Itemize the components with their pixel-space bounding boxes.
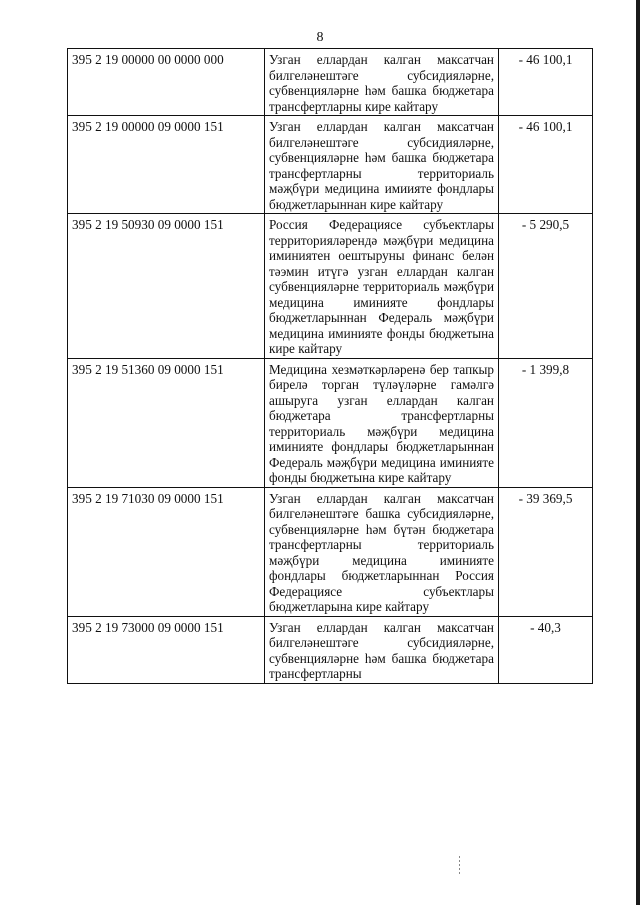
table-row [68, 616, 593, 683]
page-number: 8 [316, 30, 324, 45]
amount-cell: - 46 100,1 [499, 116, 593, 214]
description-cell: Россия Федерациясе субъектлары территорияләрендә мәҗбүри медицина иминиятен оештыруны финанс белән тәэмин итүгә узган еллардан калган субвенцияләрне территориаль мәҗбүри медицина иминияте фондлары бюджетларыннан Федераль мәҗбүри медицина иминияте фонды бюджетына кире кайтару [265, 214, 499, 359]
description-cell: Медицина хезмәткәрләренә бер тапкыр бирелә торган түләүләрне гамәлгә ашыруга узган еллардан калган бюджетара трансфертларны территориаль мәҗбүри медицина иминияте фондлары бюджетларыннан Федераль мәҗбүри медицина иминияте фонды бюджетына кире кайтару [265, 358, 499, 487]
amount-cell: - 5 290,5 [499, 214, 593, 359]
table-row [68, 487, 593, 616]
table-row [68, 116, 593, 214]
budget-code-cell: 395 2 19 73000 09 0000 151 [68, 616, 265, 683]
budget-code-cell: 395 2 19 00000 09 0000 151 [68, 116, 265, 214]
budget-code-cell: 395 2 19 00000 00 0000 000 [68, 49, 265, 116]
budget-code-cell: 395 2 19 71030 09 0000 151 [68, 487, 265, 616]
amount-cell: - 46 100,1 [499, 49, 593, 116]
table-row [68, 358, 593, 487]
amount-cell: - 39 369,5 [499, 487, 593, 616]
description-cell: Узган еллардан калган максатчан билгеләнештәге субсидияләрне, субвенцияләрне һәм башка бюджетара трансфертларны кире кайтару [265, 49, 499, 116]
table-row [68, 214, 593, 359]
amount-cell: - 40,3 [499, 616, 593, 683]
description-cell: Узган еллардан калган максатчан билгеләнештәге субсидияләрне, субвенцияләрне һәм башка бюджетара трансфертларны территориаль мәҗбүри медицина имиияте фондлары бюджетларыннан кире кайтару [265, 116, 499, 214]
scan-edge [636, 0, 640, 905]
description-cell: Узган еллардан калган максатчан билгеләнештәге субсидияләрне, субвенцияләрне һәм башка бюджетара трансфертларны [265, 616, 499, 683]
description-cell: Узган еллардан калган максатчан билгеләнештәге башка субсидияләрне, субвенцияләрне һәм бүтән бюджетара трансфертларны территориаль мәҗбүри медицина иминияте фондлары бюджетларыннан Россия Федерациясе субъектлары бюджетларына кире кайтару [265, 487, 499, 616]
budget-table [67, 48, 593, 684]
scan-artifact [459, 856, 460, 876]
budget-code-cell: 395 2 19 50930 09 0000 151 [68, 214, 265, 359]
budget-code-cell: 395 2 19 51360 09 0000 151 [68, 358, 265, 487]
table-row [68, 49, 593, 116]
amount-cell: - 1 399,8 [499, 358, 593, 487]
